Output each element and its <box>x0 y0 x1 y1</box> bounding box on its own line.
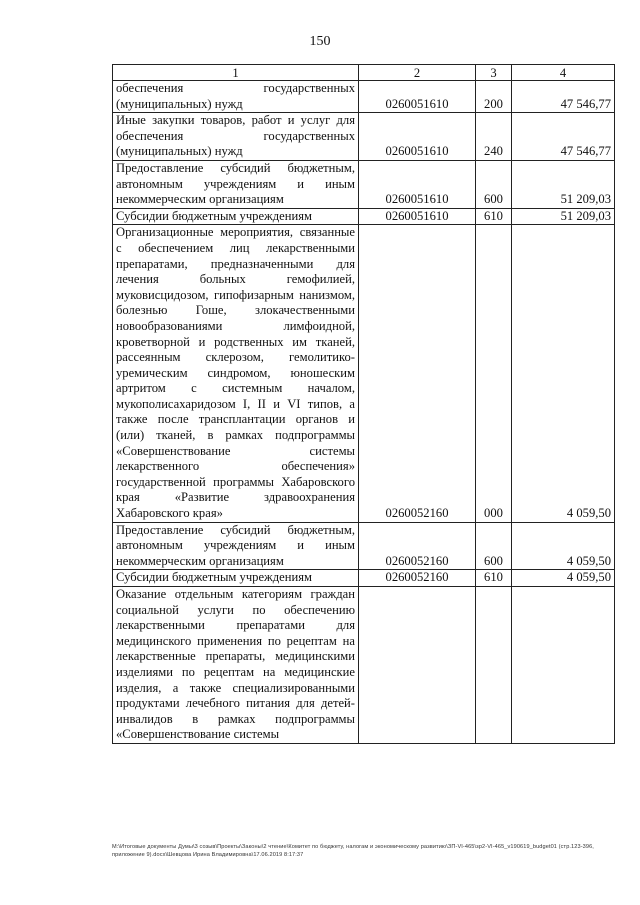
header-cell: 2 <box>359 65 476 81</box>
row-target-code: 0260052160 <box>359 225 476 522</box>
row-amount: 47 546,77 <box>512 81 615 113</box>
row-description: Субсидии бюджетным учреждениям <box>113 570 359 587</box>
table-row <box>113 587 615 744</box>
row-expense-type <box>476 587 512 744</box>
table-row <box>113 113 615 161</box>
header-cell: 4 <box>512 65 615 81</box>
row-target-code: 0260051610 <box>359 81 476 113</box>
row-description: Организационные мероприятия, связанные с обеспечением лиц лекарственными препаратами, предназначенными для лечения больных гемофилией, муковисцидозом, гипофизарным нанизмом, болезнью Гоше, злокачественными новообразованиями лимфоидной, кроветворной и родственных им тканей, рассеянным склерозом, гемолитико-уремическим синдромом, юношеским артритом с системным началом, мукополисахаридозом I, II и VI типов, а также после трансплантации органов и (или) тканей, в рамках подпрограммы «Совершенствование системы лекарственного обеспечения» государственной программы Хабаровского края «Развитие здравоохранения Хабаровского края» <box>113 225 359 522</box>
row-expense-type: 600 <box>476 522 512 570</box>
row-target-code: 0260051610 <box>359 208 476 225</box>
row-description: Субсидии бюджетным учреждениям <box>113 208 359 225</box>
row-expense-type: 000 <box>476 225 512 522</box>
row-amount: 51 209,03 <box>512 208 615 225</box>
row-amount: 4 059,50 <box>512 225 615 522</box>
row-expense-type: 200 <box>476 81 512 113</box>
table-row <box>113 570 615 587</box>
header-cell: 3 <box>476 65 512 81</box>
row-expense-type: 240 <box>476 113 512 161</box>
row-amount: 47 546,77 <box>512 113 615 161</box>
row-target-code <box>359 587 476 744</box>
row-description: Предоставление субсидий бюджетным, автономным учреждениям и иным некоммерческим организациям <box>113 522 359 570</box>
row-target-code: 0260052160 <box>359 570 476 587</box>
row-expense-type: 600 <box>476 160 512 208</box>
table-header-row <box>113 65 615 81</box>
row-amount: 51 209,03 <box>512 160 615 208</box>
row-amount: 4 059,50 <box>512 570 615 587</box>
budget-table <box>112 64 615 744</box>
row-description: обеспечения государственных (муниципальных) нужд <box>113 81 359 113</box>
row-description: Иные закупки товаров, работ и услуг для обеспечения государственных (муниципальных) нужд <box>113 113 359 161</box>
row-description: Предоставление субсидий бюджетным, автономным учреждениям и иным некоммерческим организациям <box>113 160 359 208</box>
header-cell: 1 <box>113 65 359 81</box>
row-description: Оказание отдельным категориям граждан социальной услуги по обеспечению лекарственными препаратами для медицинского применения по рецептам на лекарственные препараты, медицинскими изделиями по рецептам на медицинские изделия, а также специализированными продуктами лечебного питания для детей-инвалидов в рамках подпрограммы «Совершенствование системы <box>113 587 359 744</box>
table-row <box>113 160 615 208</box>
table-row <box>113 522 615 570</box>
table-row <box>113 208 615 225</box>
row-expense-type: 610 <box>476 570 512 587</box>
table-row <box>113 225 615 522</box>
page-number: 150 <box>309 34 331 49</box>
document-path-footer: M:\Итоговые документы Думы\3 созыв\Проекты\Законы\2 чтение\Комитет по бюджету, налогам и экономическому развитию\ЗП-VI-465\зр2-VI-465_v190619_budget01 (стр.123-396, приложение 9).docx\Шевцова Ирина Владимировна\17.06.2019 8:17:37 <box>112 844 594 858</box>
row-amount: 4 059,50 <box>512 522 615 570</box>
row-target-code: 0260051610 <box>359 113 476 161</box>
row-expense-type: 610 <box>476 208 512 225</box>
table-row <box>113 81 615 113</box>
row-amount <box>512 587 615 744</box>
row-target-code: 0260052160 <box>359 522 476 570</box>
row-target-code: 0260051610 <box>359 160 476 208</box>
